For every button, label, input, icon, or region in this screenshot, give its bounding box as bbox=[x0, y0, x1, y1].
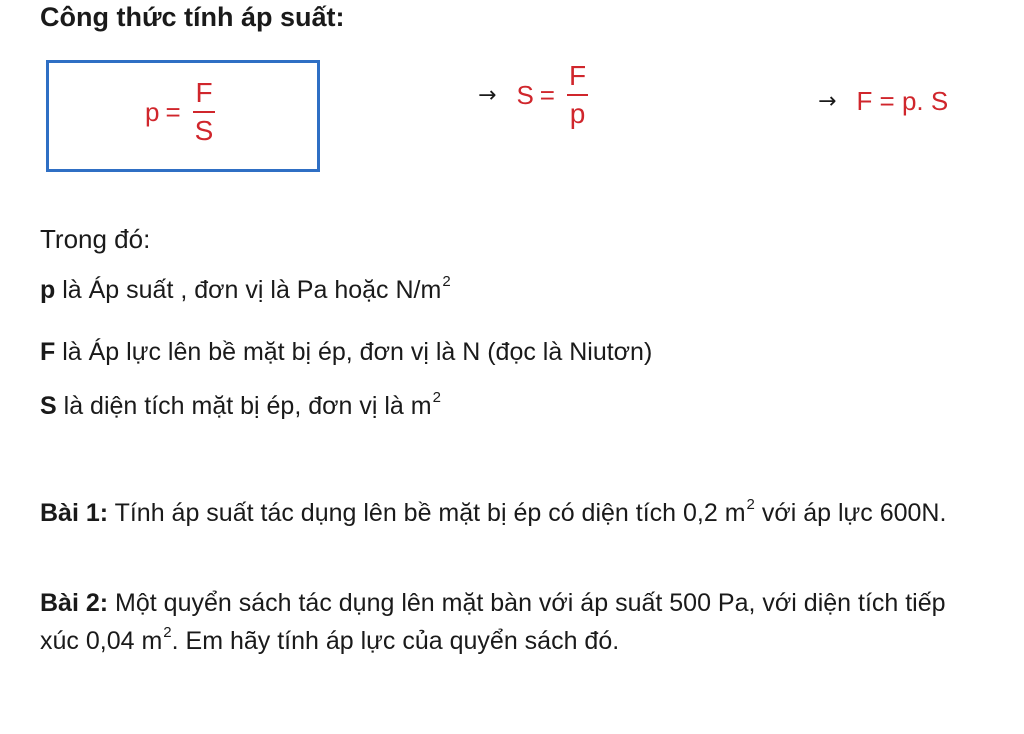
exercise-text-end: . Em hãy tính áp lực của quyển sách đó. bbox=[171, 627, 620, 655]
definition-symbol: F bbox=[40, 338, 56, 366]
exercise-1 bbox=[40, 494, 980, 536]
definition-p bbox=[40, 273, 451, 305]
fraction-numerator: F bbox=[195, 77, 213, 108]
exercise-text: Tính áp suất tác dụng lên bề mặt bị ép có diện tích 0,2 m bbox=[108, 499, 746, 527]
fraction-denominator: S bbox=[194, 115, 214, 146]
exercise-superscript: 2 bbox=[746, 496, 755, 513]
formula-area bbox=[478, 60, 588, 130]
formula-fraction bbox=[567, 60, 588, 130]
fraction-bar bbox=[193, 111, 216, 113]
formula-force bbox=[818, 86, 948, 117]
formula-lhs: S bbox=[516, 79, 534, 110]
formula-equals: = bbox=[539, 79, 555, 110]
definition-text: là Áp suất , đơn vị là Pa hoặc N/m bbox=[55, 276, 442, 304]
formula-equals: = bbox=[165, 96, 181, 127]
page-title: Công thức tính áp suất: bbox=[40, 2, 345, 32]
definition-S bbox=[40, 389, 441, 421]
definition-superscript: 2 bbox=[442, 273, 451, 290]
fraction-numerator: F bbox=[568, 60, 587, 91]
exercise-2 bbox=[40, 584, 980, 664]
definition-symbol: p bbox=[40, 276, 56, 304]
definition-symbol: S bbox=[40, 392, 57, 420]
formula-lhs: p bbox=[145, 96, 160, 127]
fraction-denominator: p bbox=[569, 98, 586, 129]
arrow-right-icon: → bbox=[818, 89, 837, 114]
formula-box bbox=[46, 60, 320, 172]
formula-pressure bbox=[145, 77, 215, 147]
definition-F bbox=[40, 338, 652, 367]
exercise-label: Bài 1: bbox=[40, 499, 109, 527]
formula-fraction bbox=[193, 77, 216, 147]
definition-text: là Áp lực lên bề mặt bị ép, đơn vị là N (đọc là Niutơn) bbox=[55, 338, 653, 366]
arrow-right-icon: → bbox=[478, 82, 497, 108]
exercise-text-end: với áp lực 600N. bbox=[754, 499, 947, 527]
exercise-text: Một quyển sách tác dụng lên mặt bàn với áp suất 500 Pa, với diện tích tiếp xúc 0,04 m bbox=[40, 589, 946, 655]
definitions-title: Trong đó: bbox=[40, 224, 151, 254]
definition-text: là diện tích mặt bị ép, đơn vị là m bbox=[56, 392, 432, 420]
formula-expression: F = p. S bbox=[856, 86, 949, 116]
fraction-bar bbox=[567, 94, 588, 96]
exercise-superscript: 2 bbox=[163, 624, 172, 641]
exercise-label: Bài 2: bbox=[40, 589, 109, 617]
definition-superscript: 2 bbox=[432, 389, 441, 406]
